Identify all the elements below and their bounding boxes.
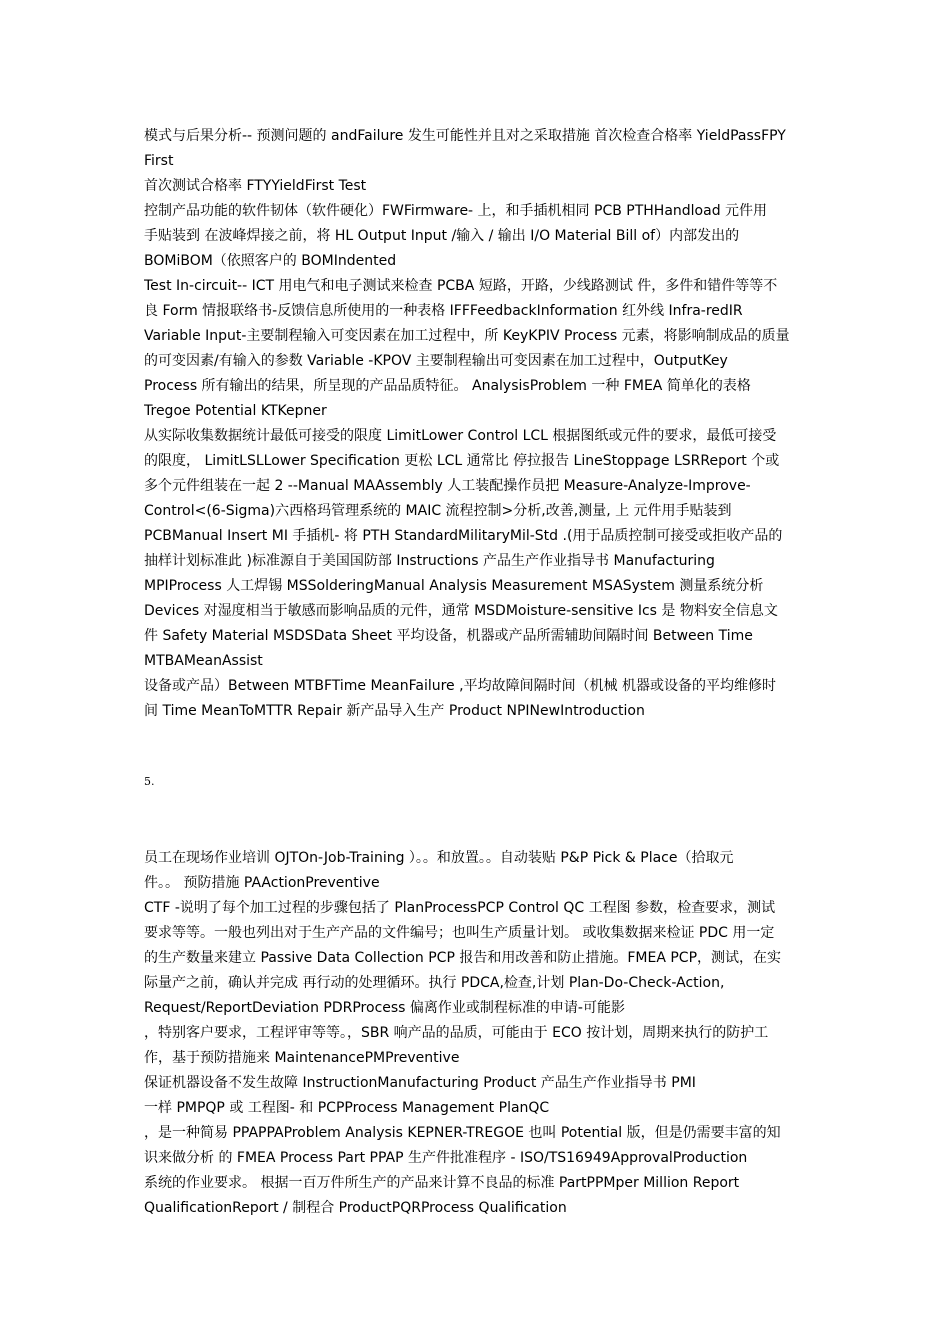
text-line: Control<(6-Sigma)六西格玛管理系统的 MAIC 流程控制>分析,改善,测量, 上 元件用手贴装到 (144, 503, 732, 519)
text-line: 保证机器设备不发生故障 InstructionManufacturing Product 产品生产作业指导书 PMI (144, 1075, 696, 1091)
text-line: Variable Input-主要制程输入可变因素在加工过程中，所 KeyKPIV Process 元素，将影响制成品的质量 (144, 328, 790, 344)
text-line: 件。。 预防措施 PAActionPreventive (144, 875, 380, 891)
text-line: 控制产品功能的软件韧体（软件硬化）FWFirmware- 上，和手插机相同 PCB PTHHandload 元件用 (144, 203, 768, 219)
text-line: 多个元件组装在一起 2 --Manual MAAssembly 人工装配操作员把 Measure-Analyze-Improve- (144, 478, 751, 494)
text-line: 件 Safety Material MSDSData Sheet 平均设备，机器或产品所需辅助间隔时间 Between Time (144, 628, 753, 644)
text-line: 要求等等。一般也列出对于生产产品的文件编号；也叫生产质量计划。 或收集数据来检证 PDC 用一定 (144, 925, 775, 941)
text-line: 从实际收集数据统计最低可接受的限度 LimitLower Control LCL 根据图纸或元件的要求，最低可接受 (144, 428, 777, 444)
text-line: 设备或产品）Between MTBFTime MeanFailure ,平均故障间隔时间（机械 机器或设备的平均维修时 (144, 678, 777, 694)
text-line: 员工在现场作业培训 OJTOn-Job-Training ）。。和放置。。自动装贴 P&P Pick & Place（拾取元 (144, 850, 734, 866)
text-line: 的可变因素/有输入的参数 Variable -KPOV 主要制程输出可变因素在加工过程中，OutputKey (144, 353, 728, 369)
text-line: 系统的作业要求。 根据一百万件所生产的产品来计算不良品的标准 PartPPMper Million Report (144, 1175, 740, 1191)
text-line: Tregoe Potential KTKepner (144, 403, 327, 419)
text-line: 手贴装到 在波峰焊接之前，将 HL Output Input /输入 / 输出 I/O Material Bill of）内部发出的 (144, 228, 740, 244)
text-line: 抽样计划标准此 )标准源自于美国国防部 Instructions 产品生产作业指导书 Manufacturing (144, 553, 715, 569)
text-line: Test In-circuit-- ICT 用电气和电子测试来检查 PCBA 短路，开路，少线路测试 件，多件和错件等等不 (144, 278, 778, 294)
text-line: First (144, 153, 174, 169)
page-number: 5. (144, 775, 155, 788)
text-line: BOMiBOM（依照客户的 BOMIndented (144, 253, 397, 269)
text-line: MTBAMeanAssist (144, 653, 263, 669)
text-line: 模式与后果分析-- 预测问题的 andFailure 发生可能性并且对之采取措施 首次检查合格率 YieldPassFPY (144, 128, 786, 144)
text-line: 良 Form 情报联络书-反馈信息所使用的一种表格 IFFFeedbackInformation 红外线 Infra-redIR (144, 303, 743, 319)
text-line: 一样 PMPQP 或 工程图- 和 PCPProcess Management PlanQC (144, 1100, 550, 1116)
text-line: 首次测试合格率 FTYYieldFirst Test (144, 178, 367, 194)
text-line: CTF -说明了每个加工过程的步骤包括了 PlanProcessPCP Control QC 工程图 参数，检查要求，测试 (144, 900, 776, 916)
text-line: 间 Time MeanToMTTR Repair 新产品导入生产 Product NPINewIntroduction (144, 703, 645, 719)
text-line: 际量产之前，确认并完成 再行动的处理循环。执行 PDCA,检查,计划 Plan-Do-Check-Action, (144, 975, 725, 991)
text-line: PCBManual Insert MI 手插机- 将 PTH StandardMilitaryMil-Std .(用于品质控制可接受或拒收产品的 (144, 528, 783, 544)
text-line: 识来做分析 的 FMEA Process Part PPAP 生产件批准程序 - ISO/TS16949ApprovalProduction (144, 1150, 748, 1166)
text-block-top (144, 124, 809, 724)
text-line: 的生产数量来建立 Passive Data Collection PCP 报告和用改善和防止措施。FMEA PCP，测试，在实 (144, 950, 782, 966)
text-line: 的限度， LimitLSLLower Specification 更松 LCL 通常比 停拉报告 LineStoppage LSRReport 个或 (144, 453, 780, 469)
text-block-bottom (144, 846, 809, 1221)
text-line: ，特别客户要求，工程评审等等。，SBR 响产品的品质，可能由于 ECO 按计划，周期来执行的防护工 (144, 1025, 769, 1041)
text-line: Devices 对湿度相当于敏感而影响品质的元件，通常 MSDMoisture-sensitive Ics 是 物料安全信息文 (144, 603, 778, 619)
text-line: Process 所有输出的结果，所呈现的产品品质特征。 AnalysisProblem 一种 FMEA 简单化的表格 (144, 378, 751, 394)
text-line: ，是一种简易 PPAPPAProblem Analysis KEPNER-TREGOE 也叫 Potential 版，但是仍需要丰富的知 (144, 1125, 781, 1141)
text-line: 作，基于预防措施来 MaintenancePMPreventive (144, 1050, 460, 1066)
text-line: MPIProcess 人工焊锡 MSSolderingManual Analysis Measurement MSASystem 测量系统分析 (144, 578, 764, 594)
text-line: Request/ReportDeviation PDRProcess 偏离作业或制程标准的申请-可能影 (144, 1000, 625, 1016)
text-line: QualificationReport / 制程合 ProductPQRProcess Qualification (144, 1200, 567, 1216)
